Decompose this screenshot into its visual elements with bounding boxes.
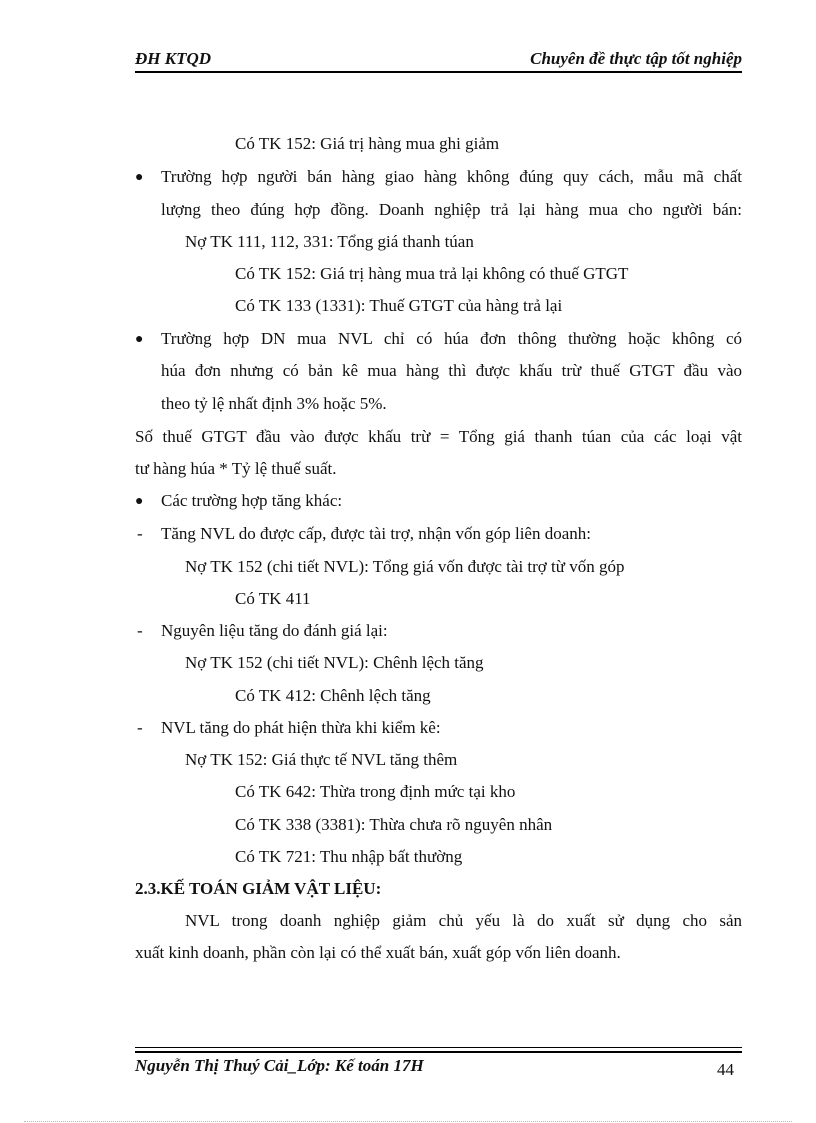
footer-author: Nguyễn Thị Thuý Cải_Lớp: Kế toán 17H	[135, 1056, 424, 1075]
header-school: ĐH KTQD	[135, 49, 212, 68]
text-line: Có TK 412: Chênh lệch tăng	[235, 686, 431, 705]
dash-marker: -	[137, 621, 143, 640]
text-line: Có TK 152: Giá trị hàng mua trả lại không có thuế GTGT	[235, 264, 629, 283]
text-line: Trường hợp DN mua NVL chỉ có húa đơn thông thường hoặc không có	[161, 329, 742, 348]
text-line: Nợ TK 152 (chi tiết NVL): Chênh lệch tăng	[185, 653, 484, 672]
text-line: Có TK 721: Thu nhập bất thường	[235, 847, 463, 866]
footer-rule	[135, 1051, 742, 1053]
bullet-marker: ●	[135, 494, 144, 509]
text-line: theo tỷ lệ nhất định 3% hoặc 5%.	[161, 394, 387, 413]
text-line: Tăng NVL do được cấp, được tài trợ, nhận vốn góp liên doanh:	[161, 524, 591, 543]
text-line: NVL tăng do phát hiện thừa khi kiểm kê:	[161, 718, 441, 737]
text-line: Nguyên liệu tăng do đánh giá lại:	[161, 621, 388, 640]
footer-rule	[135, 1047, 742, 1048]
text-line: NVL trong doanh nghiệp giảm chủ yếu là do xuất sử dụng cho sản	[185, 911, 742, 930]
text-line: Nợ TK 152: Giá thực tế NVL tăng thêm	[185, 750, 458, 769]
text-line: Nợ TK 152 (chi tiết NVL): Tổng giá vốn được tài trợ từ vốn góp	[185, 557, 625, 576]
text-line: lượng theo đúng hợp đồng. Doanh nghiệp trả lại hàng mua cho người bán:	[161, 200, 742, 219]
text-line: Nợ TK 111, 112, 331: Tổng giá thanh túan	[185, 232, 474, 251]
section-heading: 2.3.KẾ TOÁN GIẢM VẬT LIỆU:	[135, 879, 382, 898]
text-line: húa đơn nhưng có bản kê mua hàng thì được khấu trừ thuế GTGT đầu vào	[161, 361, 742, 380]
text-line: Trường hợp người bán hàng giao hàng không đúng quy cách, mẫu mã chất	[161, 167, 742, 186]
text-line: Có TK 411	[235, 589, 311, 608]
header-rule	[135, 71, 742, 73]
dash-marker: -	[137, 718, 143, 737]
dash-marker: -	[137, 524, 143, 543]
text-line: Có TK 133 (1331): Thuế GTGT của hàng trả lại	[235, 296, 563, 315]
text-line: tư hàng húa * Tỷ lệ thuế suất.	[135, 459, 337, 478]
header-title: Chuyên đề thực tập tốt nghiệp	[530, 49, 742, 68]
bullet-marker: ●	[135, 332, 144, 347]
text-line: Có TK 642: Thừa trong định mức tại kho	[235, 782, 516, 801]
text-line: Có TK 152: Giá trị hàng mua ghi giảm	[235, 134, 500, 153]
page-edge-divider	[24, 1121, 792, 1122]
bullet-marker: ●	[135, 170, 144, 185]
text-line: Có TK 338 (3381): Thừa chưa rõ nguyên nhân	[235, 815, 553, 834]
text-line: Số thuế GTGT đầu vào được khấu trừ = Tổng giá thanh túan của các loại vật	[135, 427, 742, 446]
text-line: Các trường hợp tăng khác:	[161, 491, 343, 510]
page-number: 44	[717, 1060, 734, 1079]
text-line: xuất kinh doanh, phần còn lại có thể xuất bán, xuất góp vốn liên doanh.	[135, 943, 621, 962]
